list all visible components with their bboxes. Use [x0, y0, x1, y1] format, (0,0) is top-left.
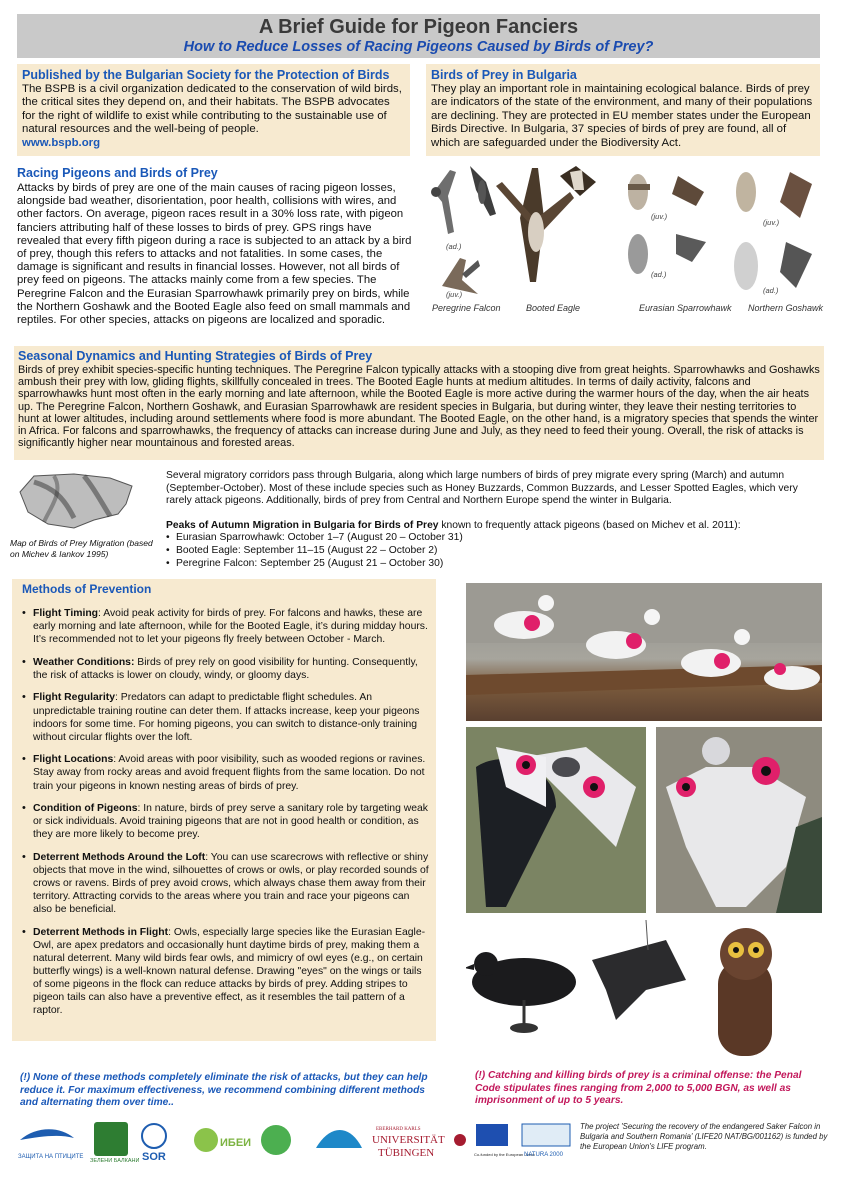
prevention-item-flight-deterrent: • Deterrent Methods in Flight: Owls, especially large species like the Eurasian Eagle-Owl, are apex predators and occasionally hunt daytime birds of prey, making them a natural deterrent. Many wild birds fear owls, and mimicry of owl eyes (e.g., on certain butterfly wings) is a well-known natural defense. Drawing "eyes" on the wings or tails of some pigeons in the flock can reduce attacks by birds of prey. Adding stripes to pigeon tails can also have a preventive effect, as it resembles the tail pattern of a raptor.	[19, 926, 429, 1018]
peregrine-adult-figure	[431, 166, 496, 234]
logo-sor-text: SOR	[142, 1151, 166, 1163]
partner-logos	[16, 1118, 576, 1164]
partner-logos-svg	[16, 1118, 576, 1164]
peregrine-juv-figure	[442, 258, 480, 294]
photo-pigeons-on-roof	[466, 583, 822, 721]
prevention-item-regularity: • Flight Regularity: Predators can adapt to predictable flight schedules. An unpredictable training routine can deter them. If attacks increase, keep your pigeons indoors for some time. For homing pigeons, you can switch to distance-only training without circular flights over the loft.	[19, 691, 429, 743]
photo-decoys-svg	[466, 920, 822, 1060]
seasonal-title: Seasonal Dynamics and Hunting Strategies of Birds of Prey	[18, 349, 373, 363]
peak-sparrowhawk: • Eurasian Sparrowhawk: October 1–7 (August 20 – October 31)	[166, 532, 826, 545]
goshawk-figure	[734, 172, 812, 290]
logo-ibei-text: ИБЕИ	[220, 1137, 252, 1149]
bspb-logo-icon	[20, 1129, 74, 1140]
prevention-item-flight-timing: • Flight Timing: Avoid peak activity for birds of prey. For falcons and hawks, these are early morning and late afternoon, while for the Booted Eagle, it’s during midday hours. It’s recommended not to let your pigeons fly freely between October - March.	[19, 607, 429, 646]
prevention-item-weather: • Weather Conditions: Birds of prey rely on good visibility for hunting. Consequently, the risk of attacks is lower on cloudy, windy, or gloomy days.	[19, 656, 429, 682]
migration-section	[166, 470, 826, 570]
project-funding-note: The project 'Securing the recovery of the endangered Saker Falcon in Bulgaria and Southern Romania' (LIFE20 NAT/BG/001162) is funded by the European Union's LIFE program.	[580, 1122, 828, 1151]
booted-eagle-figure	[496, 166, 596, 282]
racing-title: Racing Pigeons and Birds of Prey	[17, 166, 218, 180]
page-header	[17, 14, 820, 58]
bspb-title: Published by the Bulgarian Society for the Protection of Birds	[22, 68, 390, 82]
sparrowhawk-juv-age: (juv.)	[651, 212, 668, 221]
migration-peaks-intro	[166, 520, 826, 533]
bspb-link[interactable]: www.bspb.org	[22, 136, 101, 149]
logo-bspb-text: ЗАЩИТА НА ПТИЦИТЕ	[18, 1154, 84, 1160]
sor-logo-icon	[142, 1124, 166, 1148]
logo-zeleni-text: ЗЕЛЕНИ БАЛКАНИ	[90, 1158, 140, 1164]
peak-booted-eagle: • Booted Eagle: September 11–15 (August 22 – October 2)	[166, 545, 826, 558]
page-title: A Brief Guide for Pigeon Fanciers	[258, 16, 579, 38]
goshawk-adult-age: (ad.)	[763, 286, 779, 295]
migration-peaks-list	[166, 532, 826, 570]
birds-of-prey-box	[426, 64, 820, 156]
racing-section	[17, 166, 415, 340]
photo-pigeon-wings-svg	[466, 727, 646, 913]
migration-peaks-bold: Peaks of Autumn Migration in Bulgaria for Birds of Prey	[166, 519, 439, 531]
sparrowhawk-figure	[628, 174, 706, 274]
seal-logo-icon	[454, 1134, 466, 1146]
raptor-illustrations	[420, 162, 825, 344]
peregrine-adult-age: (ad.)	[446, 242, 462, 251]
peak-peregrine: • Peregrine Falcon: September 25 (August 21 – October 30)	[166, 558, 826, 571]
migration-map	[14, 468, 138, 534]
migration-peaks-rest: known to frequently attack pigeons (based on Michev et al. 2011):	[438, 519, 741, 531]
prevention-item-locations: • Flight Locations: Avoid areas with poor visibility, such as wooded regions or ravines. Stay away from rocky areas and avoid frequent flights from the same location. Do not train your pigeons in known nesting areas of birds of prey.	[19, 753, 429, 792]
natura-2000-icon	[522, 1124, 570, 1146]
prevention-item-loft-deterrent: • Deterrent Methods Around the Loft: You can use scarecrows with reflective or shiny objects that move in the wind, silhouettes of crows or owls, or play recorded sounds of crows or ravens. Birds of prey avoid crows, which always chase them away from their territory. Attracting corvids to the areas where you train and race your pigeons can also be beneficial.	[19, 851, 429, 916]
caption-peregrine: Peregrine Falcon	[432, 303, 501, 313]
caption-goshawk: Northern Goshawk	[748, 303, 824, 313]
logo-natura-text: NATURA 2000	[524, 1152, 563, 1158]
goshawk-juv-age: (juv.)	[763, 218, 780, 227]
logo-tubingen-2: UNIVERSITÄT	[372, 1134, 445, 1146]
logo-tubingen-3: TÜBINGEN	[378, 1147, 435, 1159]
caption-sparrowhawk: Eurasian Sparrowhawk	[639, 303, 732, 313]
note-effectiveness: (!) None of these methods completely eliminate the risk of attacks, but they can help reduce it. For maximum effectiveness, we recommend combining different methods and alternating them over time..	[20, 1072, 428, 1109]
page-subtitle: How to Reduce Losses of Racing Pigeons Caused by Birds of Prey?	[183, 39, 654, 55]
eu-flag-icon	[476, 1124, 508, 1146]
birds-of-prey-text: They play an important role in maintaining ecological balance. Birds of prey are indicators of the state of the environment, and many of their populations are declining. They are protected in EU member states under the European Birds Directive. In Bulgaria, 37 species of birds of prey are found, all of which are safeguarded under the Biodiversity Act.	[431, 83, 813, 149]
bspb-text: The BSPB is a civil organization dedicated to the conservation of wild birds, the critical sites they depend on, and their habitats. The BSPB advocates for the right of wildlife to exist while contributing to the sustainable use of natural resources and the well-being of people.	[22, 83, 402, 136]
dove-logo-icon	[316, 1130, 362, 1148]
logo-tubingen-1: EBERHARD KARLS	[376, 1127, 421, 1132]
bspb-box	[17, 64, 410, 156]
photo-pigeons-on-roof-svg	[466, 583, 822, 721]
peregrine-juv-age: (juv.)	[446, 290, 463, 299]
photo-pigeon-held-eyes	[656, 727, 822, 913]
prevention-item-condition: • Condition of Pigeons: In nature, birds of prey serve a sanitary role by targeting weak or sick individuals. Avoid training pigeons that are not in good health or condition, as they are more likely to become prey.	[19, 802, 429, 841]
racing-text: Attacks by birds of prey are one of the main causes of racing pigeon losses, alongside bad weather, disorientation, poor health, collisions with wires, and other factors. On average, pigeon races result in a 30% loss rate, with pigeon fanciers attributing half of these losses to birds of prey. GPS rings have revealed that every fifth pigeon during a race is subjected to an attack by a bird of prey, though this refers to attacks and not fatalities. In some cases, the damage is significant and results in financial losses. However, not all birds of prey feed on pigeons. The attacks mainly come from a few species. The Peregrine Falcon and the Eurasian Sparrowhawk primarily prey on birds, while the Northern Goshawk and the Booted Eagle also feed on small mammals and reptiles. For other species, attacks on pigeons are localized and sporadic.	[17, 182, 412, 327]
prevention-section	[12, 579, 436, 1041]
note-legal-warning: (!) Catching and killing birds of prey is a criminal offense: the Penal Code stipulates fines ranging from 2,000 to 5,000 BGN, as well as imprisonment of up to 5 years.	[475, 1070, 802, 1107]
ibei-logo-icon	[194, 1128, 218, 1152]
sparrowhawk-adult-age: (ad.)	[651, 270, 667, 279]
raptor-figures-svg	[420, 162, 825, 344]
birds-of-prey-title: Birds of Prey in Bulgaria	[431, 68, 577, 82]
migration-map-svg	[14, 468, 138, 534]
migration-text: Several migratory corridors pass through Bulgaria, along which large numbers of birds of prey migrate every spring (March) and autumn (September-October). Most of these include species such as Honey Buzzards, Common Buzzards, and Lesser Spotted Eagles, which very rarely attack pigeons. Additionally, birds of prey from Central and Northern Europe spend the winter in Bulgaria.	[166, 470, 798, 507]
seasonal-section	[14, 346, 824, 460]
photo-decoys	[466, 920, 822, 1060]
green-balkans-logo-icon	[261, 1125, 291, 1155]
seasonal-text: Birds of prey exhibit species-specific hunting techniques. The Peregrine Falcon typically attacks with a stooping dive from great heights. Sparrowhawks and Goshawks ambush their prey with low, gliding flights, skillfully concealed in trees. The Booted Eagle hunts at medium altitudes. In terms of daily activity, falcons and sparrowhawks hunt most often in the early morning and late afternoon, while the Booted Eagle is more active during the warmer hours of the day, when the air heats up. The Peregrine Falcon, Northern Goshawk, and Eurasian Sparrowhawk are resident species in Bulgaria, but during winter, they leave their nesting territories to hunt at lower altitudes, including around settlements where food is more abundant. The Booted Eagle, on the other hand, is a migratory species that spends the winter in Africa. For falcons and sparrowhawks, the frequency of attacks can increase during June and July, as they need to feed their young. Overall, the risk of attacks is significantly higher near mountainous and forested areas.	[18, 364, 820, 450]
migration-map-caption: Map of Birds of Prey Migration (based on Michev & Iankov 1995)	[10, 538, 153, 559]
photo-pigeon-wings-eyes	[466, 727, 646, 913]
prevention-title: Methods of Prevention	[22, 582, 152, 596]
caption-booted-eagle: Booted Eagle	[526, 303, 581, 313]
photo-pigeon-held-svg	[656, 727, 822, 913]
logo-eu-text: Co-funded by the European Union	[474, 1152, 535, 1157]
zeleni-balkani-logo-icon	[94, 1122, 128, 1156]
